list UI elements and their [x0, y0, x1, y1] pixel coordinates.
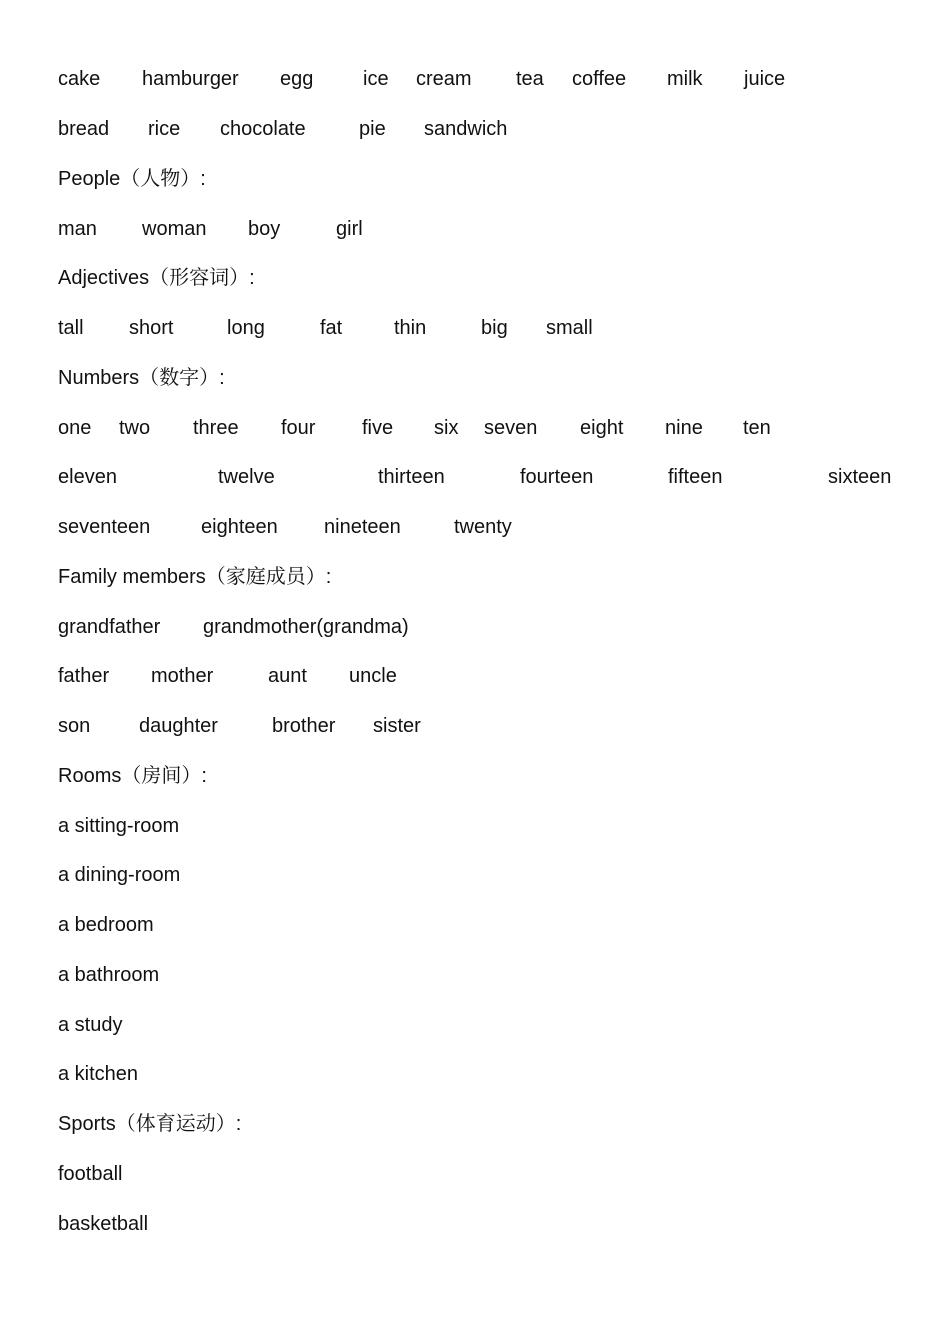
word-line: [0, 313, 950, 343]
word: chocolate: [220, 118, 306, 140]
word: cake: [58, 68, 101, 90]
word: ice: [363, 68, 389, 90]
word: one: [58, 417, 92, 439]
word-line: [0, 1209, 950, 1239]
section-heading: [0, 761, 950, 791]
word: eight: [580, 417, 624, 439]
section-heading: [0, 363, 950, 393]
word: coffee: [572, 68, 627, 90]
word: a bathroom: [58, 964, 160, 986]
word-line: [0, 214, 950, 244]
word: sixteen: [828, 466, 892, 488]
word: man: [58, 218, 97, 240]
word: a study: [58, 1014, 123, 1036]
word: tall: [58, 317, 84, 339]
word: five: [362, 417, 394, 439]
word: thin: [394, 317, 427, 339]
word: milk: [667, 68, 703, 90]
word-line: [0, 661, 950, 691]
word: fifteen: [668, 466, 723, 488]
heading-family-members: Family members（家庭成员）:: [58, 566, 332, 588]
word: four: [281, 417, 316, 439]
heading-people: People（人物）:: [58, 168, 206, 190]
word: son: [58, 715, 91, 737]
word: basketball: [58, 1213, 149, 1235]
word: girl: [336, 218, 363, 240]
section-heading: [0, 164, 950, 194]
word: father: [58, 665, 110, 687]
word-line: [0, 612, 950, 642]
word-line: [0, 64, 950, 94]
word-line: [0, 512, 950, 542]
word: thirteen: [378, 466, 445, 488]
word: big: [481, 317, 508, 339]
word: a sitting-room: [58, 815, 180, 837]
word: a kitchen: [58, 1063, 139, 1085]
word: uncle: [349, 665, 397, 687]
word: boy: [248, 218, 281, 240]
word: cream: [416, 68, 472, 90]
word: ten: [743, 417, 771, 439]
heading-rooms: Rooms（房间）:: [58, 765, 207, 787]
word: brother: [272, 715, 336, 737]
word: twelve: [218, 466, 275, 488]
word: aunt: [268, 665, 307, 687]
word: hamburger: [142, 68, 239, 90]
word: egg: [280, 68, 314, 90]
word: rice: [148, 118, 181, 140]
word: mother: [151, 665, 214, 687]
word: football: [58, 1163, 123, 1185]
word: nine: [665, 417, 703, 439]
word-line: [0, 1159, 950, 1189]
word: bread: [58, 118, 110, 140]
word-line: [0, 910, 950, 940]
word: seven: [484, 417, 538, 439]
word-line: [0, 960, 950, 990]
heading-sports: Sports（体育运动）:: [58, 1113, 242, 1135]
heading-adjectives: Adjectives（形容词）:: [58, 267, 255, 289]
word-line: [0, 1059, 950, 1089]
word-line: [0, 114, 950, 144]
word: fourteen: [520, 466, 594, 488]
word-line: [0, 1010, 950, 1040]
word: eleven: [58, 466, 117, 488]
word: fat: [320, 317, 343, 339]
word-line: [0, 462, 950, 492]
section-heading: [0, 562, 950, 592]
word: juice: [744, 68, 786, 90]
word: seventeen: [58, 516, 151, 538]
heading-numbers: Numbers（数字）:: [58, 367, 225, 389]
word: nineteen: [324, 516, 401, 538]
word: grandmother(grandma): [203, 616, 409, 638]
section-heading: [0, 1109, 950, 1139]
word: twenty: [454, 516, 512, 538]
word: short: [129, 317, 174, 339]
word-line: [0, 711, 950, 741]
word: eighteen: [201, 516, 278, 538]
word: pie: [359, 118, 386, 140]
word-line: [0, 811, 950, 841]
word: woman: [142, 218, 207, 240]
word: small: [546, 317, 593, 339]
word: daughter: [139, 715, 218, 737]
word: long: [227, 317, 265, 339]
section-heading: [0, 263, 950, 293]
word: grandfather: [58, 616, 161, 638]
word: tea: [516, 68, 544, 90]
word: sandwich: [424, 118, 508, 140]
word: three: [193, 417, 239, 439]
word: sister: [373, 715, 421, 737]
word: two: [119, 417, 151, 439]
word: a bedroom: [58, 914, 154, 936]
word-line: [0, 860, 950, 890]
word-line: [0, 413, 950, 443]
word: a dining-room: [58, 864, 181, 886]
word: six: [434, 417, 459, 439]
